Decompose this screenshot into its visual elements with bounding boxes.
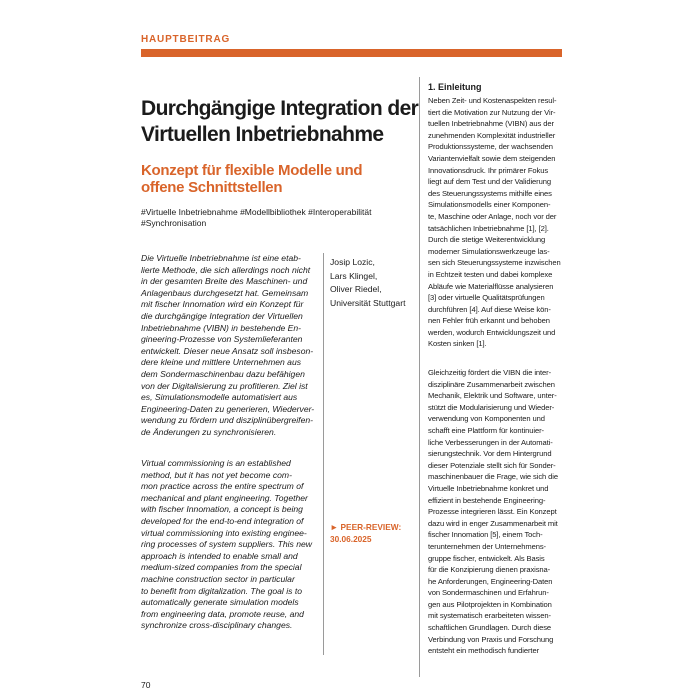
- abstract-english: [141, 458, 321, 632]
- abstract-line: de Änderungen zu synchronisieren.: [141, 426, 277, 437]
- author-name: Oliver Riedel,: [330, 284, 382, 295]
- body-line: stützt die Modularisierung und Wieder-: [428, 402, 555, 412]
- body-line: verwendung von Komponenten und: [428, 414, 545, 424]
- peer-review-note: [330, 522, 401, 545]
- body-line: des Steuerungssystems mithilfe eines: [428, 188, 552, 198]
- subtitle-line: Konzept für flexible Modelle und: [141, 162, 363, 179]
- body-line: fischer Innomation [5], einem Toch-: [428, 530, 543, 540]
- body-line: durchführen [4]. Auf diese Weise kön-: [428, 304, 551, 314]
- author-name: Lars Klingel,: [330, 270, 378, 281]
- title-line: Durchgängige Integration der: [141, 97, 419, 120]
- body-line: he Anforderungen, Engineering-Daten: [428, 576, 553, 586]
- body-line: nen Fehler früh erkannt und behoben: [428, 316, 550, 326]
- body-line: schafft eine Plattform für kontinuier-: [428, 425, 544, 435]
- abstract-line: in der gesamten Breite des Maschinen- und: [141, 276, 308, 287]
- body-line: disziplinäre Zusammenarbeit zwischen: [428, 379, 555, 389]
- body-line: Innovationsdruck. Ihr primärer Fokus: [428, 165, 549, 175]
- author-list: [330, 256, 405, 310]
- abstract-line: Die Virtuelle Inbetriebnahme ist eine etab-: [141, 253, 301, 263]
- body-line: Variantenvielfalt sowie dem steigenden: [428, 153, 556, 163]
- abstract-line: Anlagenbaus durchgesetzt hat. Gemeinsam: [141, 287, 309, 298]
- body-line: Produktionssysteme, der wachsenden: [428, 142, 553, 152]
- abstract-line: ring processes of system suppliers. This new: [141, 539, 312, 550]
- abstract-line: developed for the end-to-end integration of: [141, 515, 304, 526]
- body-line: von Sondermaschinen und Erfahrun-: [428, 588, 549, 598]
- body-line: maschinenbauer die Frage, wie sich die: [428, 472, 559, 482]
- body-line: liche Verbesserungen in der Automati-: [428, 437, 553, 447]
- body-line: Neben Zeit- und Kostenaspekten resul-: [428, 96, 557, 105]
- abstract-line: synchronize cross-disciplinary changes.: [141, 620, 293, 631]
- body-line: für die Konzipierung dienen praxisna-: [428, 565, 551, 575]
- body-line: gruppe fischer, entwickelt. Als Basis: [428, 553, 545, 563]
- abstract-line: method, but it has not yet become com-: [141, 469, 292, 480]
- page-number: 70: [141, 680, 151, 690]
- abstract-german: [141, 253, 321, 439]
- body-line: te, Maschine oder Anlage, noch vor der: [428, 211, 557, 221]
- section-heading: 1. Einleitung: [428, 82, 482, 92]
- body-line: tuellen Inbetriebnahme (VIBN) aus der: [428, 119, 554, 129]
- abstract-line: die durchgängige Integration der Virtuellen: [141, 310, 303, 321]
- abstract-line: Virtual commissioning is an established: [141, 458, 291, 468]
- column-divider: [323, 253, 324, 655]
- body-paragraph: [428, 95, 562, 350]
- article-subtitle: [141, 162, 421, 196]
- body-line: [3] oder virtuelle Qualitätsprüfungen: [428, 293, 545, 303]
- body-line: gen aus Pilotprojekten in Kombination: [428, 599, 552, 609]
- abstract-line: medium-sized companies from the special: [141, 562, 302, 573]
- author-name: Josip Lozic,: [330, 257, 375, 267]
- subtitle-line: offene Schnittstellen: [141, 179, 283, 196]
- body-line: Gleichzeitig fördert die VIBN die inter-: [428, 368, 552, 377]
- abstract-line: Engineering-Daten zu generieren, Wiederver-: [141, 403, 315, 414]
- abstract-line: automatically generate simulation models: [141, 597, 299, 608]
- abstract-line: mon practice across the entire spectrum of: [141, 481, 304, 492]
- body-line: tiert die Motivation zur Nutzung der Vir-: [428, 107, 556, 117]
- abstract-line: gineering-Prozesse von Systemlieferanten: [141, 334, 303, 345]
- abstract-line: from engineering data, promote reuse, and: [141, 608, 304, 619]
- article-tags: [141, 207, 431, 229]
- body-line: effizient in bestehende Engineering-: [428, 495, 546, 505]
- abstract-line: Inbetriebnahme (VIBN) in bestehende En-: [141, 322, 302, 333]
- abstract-line: approach is intended to enable small and: [141, 550, 298, 561]
- body-line: dieser Potenziale stellt sich für Sonder-: [428, 460, 556, 470]
- body-line: werden, wodurch Entwicklungszeit und: [428, 327, 556, 337]
- body-paragraph: [428, 367, 562, 657]
- body-line: sierungstechnik. Vor dem Hintergrund: [428, 449, 552, 459]
- abstract-line: mit fischer Innomation wird ein Konzept für: [141, 299, 304, 310]
- body-line: Mechanik, Elektrik und Software, unter-: [428, 391, 557, 401]
- peer-review-label: ► PEER-REVIEW:: [330, 522, 402, 532]
- body-line: Simulationsmodells einer Komponen-: [428, 200, 551, 210]
- abstract-line: machine construction sector in particular: [141, 573, 295, 584]
- abstract-line: to benefit from digitalization. The goal is to: [141, 585, 302, 596]
- body-line: moderner Simulationswerkzeuge las-: [428, 246, 550, 256]
- column-divider: [419, 77, 420, 677]
- body-line: Verbindung von Praxis und Forschung: [428, 634, 554, 644]
- body-line: Prozesse integrieren lässt. Ein Konzept: [428, 507, 557, 517]
- body-line: tatsächlichen Inbetriebnahme [1], [2].: [428, 223, 549, 233]
- body-line: Durch die stetige Weiterentwicklung: [428, 235, 546, 245]
- abstract-line: mechanical and plant engineering. Together: [141, 492, 308, 503]
- abstract-line: wendung zu fördern und disziplinübergreifen-: [141, 415, 313, 426]
- body-line: sen sich Steuerungssysteme inzwischen: [428, 258, 561, 268]
- body-line: schaftlichen Grundlagen. Durch diese: [428, 623, 552, 633]
- body-line: Virtuelle Inbetriebnahme konkret und: [428, 483, 549, 493]
- abstract-line: entwickelt. Dieser neue Ansatz soll insbeson-: [141, 345, 314, 356]
- tag-line: #Virtuelle Inbetriebnahme #Modellbibliothek #Interoperabilität: [141, 207, 372, 217]
- body-line: mit systematisch erarbeiteten wissen-: [428, 611, 551, 621]
- body-line: dazu wird in enger Zusammenarbeit mit: [428, 518, 558, 528]
- peer-review-date: 30.06.2025: [330, 533, 372, 544]
- body-line: liegt auf dem Test und der Validierung: [428, 177, 551, 187]
- section-label: HAUPTBEITRAG: [141, 34, 231, 45]
- article-title: [141, 96, 421, 148]
- abstract-line: with fischer Innomation, a concept is being: [141, 504, 303, 515]
- abstract-line: dere kleine und mittlere Unternehmen aus: [141, 357, 302, 368]
- body-line: Kosten sinken [1].: [428, 339, 487, 349]
- body-line: in Echtzeit testen und dabei komplexe: [428, 269, 553, 279]
- abstract-line: virtual commissioning into existing enginee-: [141, 527, 307, 538]
- body-line: terunternehmen der Unternehmens-: [428, 541, 546, 551]
- abstract-line: dem Sondermaschinenbau dazu befähigen: [141, 368, 305, 379]
- tag-line: #Synchronisation: [141, 218, 207, 228]
- body-line: Abläufe wie Materialflüsse analysieren: [428, 281, 554, 291]
- title-line: Virtuellen Inbetriebnahme: [141, 123, 384, 146]
- author-affiliation: Universität Stuttgart: [330, 297, 406, 308]
- body-line: zunehmenden Komplexität industrieller: [428, 130, 556, 140]
- abstract-line: lierte Methode, die sich allerdings noch nicht: [141, 264, 311, 275]
- abstract-line: von der Digitalisierung zu profitieren. Ziel ist: [141, 380, 308, 391]
- body-line: entsteht ein methodisch fundierter: [428, 646, 539, 656]
- header-accent-bar: [141, 49, 562, 57]
- abstract-line: es, Simulationsmodelle automatisiert aus: [141, 392, 298, 403]
